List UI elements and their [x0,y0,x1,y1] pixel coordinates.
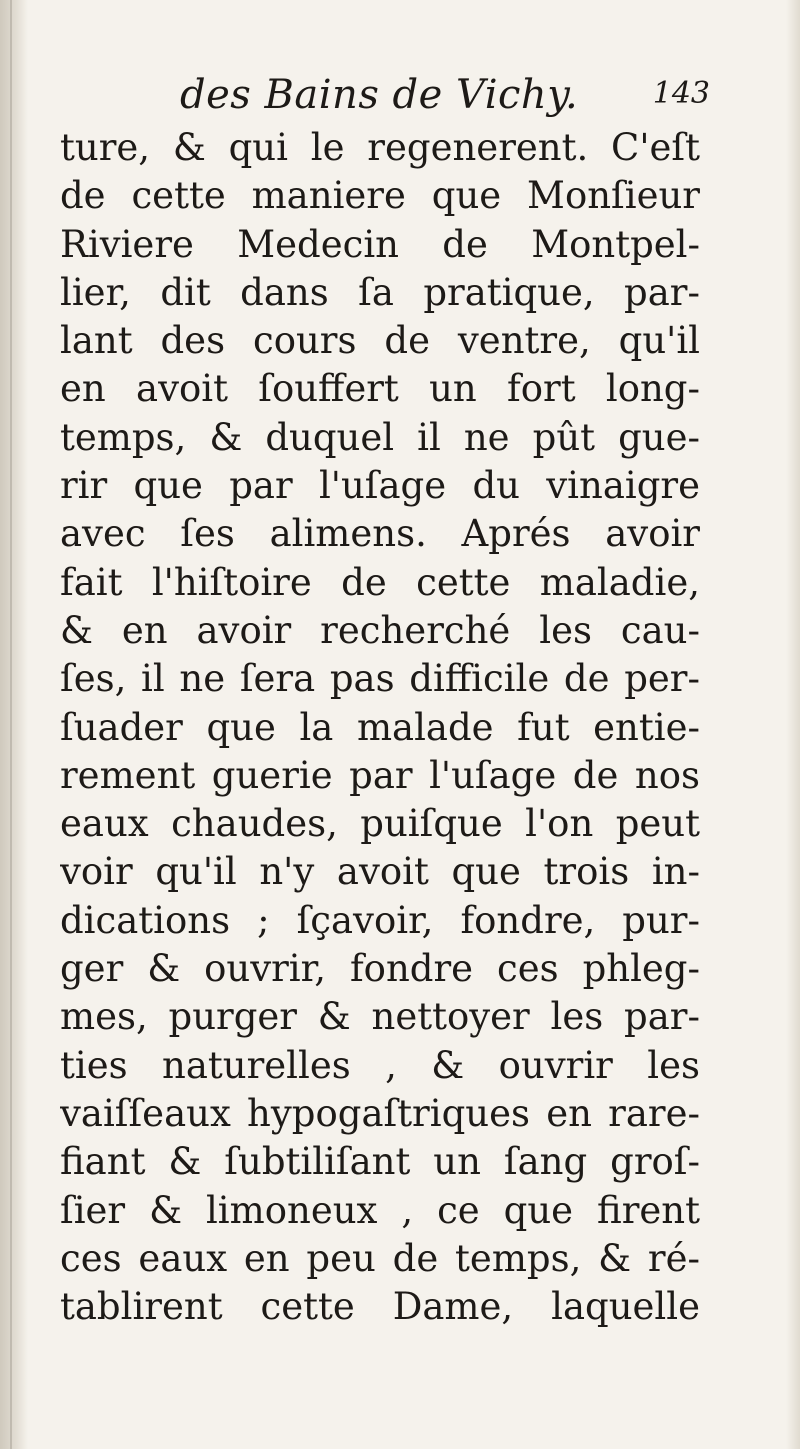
text-line: lant des cours de ventre, qu'il [60,319,700,363]
text-line: lier, dit dans ſa pratique, par- [60,270,700,314]
binding-shadow [10,0,12,1449]
text-line: fiant & ſubtiliſant un ſang groſ- [60,1140,700,1184]
text-line: dications ; ſçavoir, fondre, pur- [60,898,700,942]
text-line: ſier & limoneux , ce que firent [60,1188,700,1232]
running-head-title: des Bains de Vichy. [180,72,579,118]
text-line: rement guerie par l'uſage de nos [60,753,700,797]
text-line: ger & ouvrir, fondre ces phleg- [60,947,700,991]
text-line: vaiſſeaux hypogaſtriques en rare- [60,1091,700,1135]
body-text [60,124,700,1331]
text-line: tablirent cette Dame, laquelle [60,1285,700,1329]
text-line: ties naturelles , & ouvrir les [60,1043,700,1087]
text-line: de cette maniere que Monſieur [60,174,700,218]
text-line: ſes, il ne ſera pas difficile de per- [60,657,700,701]
page-number: 143 [652,76,710,111]
running-head [180,72,710,124]
text-line: ture, & qui le regenerent. C'eſt [60,126,700,169]
text-line: avec ſes alimens. Aprés avoir [60,512,700,556]
text-line: eaux chaudes, puiſque l'on peut [60,802,700,846]
text-line: en avoit ſouffert un fort long- [60,367,700,411]
text-line: ces eaux en peu de temps, & ré- [60,1236,700,1280]
text-line: & en avoir recherché les cau- [60,608,700,652]
text-line: Riviere Medecin de Montpel- [60,222,700,266]
text-line: fait l'hiſtoire de cette maladie, [60,560,700,604]
text-line: temps, & duquel il ne pût gue- [60,415,700,459]
page-edge [786,0,800,1449]
page-gutter [0,0,28,1449]
text-line: mes, purger & nettoyer les par- [60,995,700,1039]
text-line: ſuader que la malade fut entie- [60,705,700,749]
text-line: rir que par l'uſage du vinaigre [60,464,700,508]
text-line: voir qu'il n'y avoit que trois in- [60,850,700,894]
